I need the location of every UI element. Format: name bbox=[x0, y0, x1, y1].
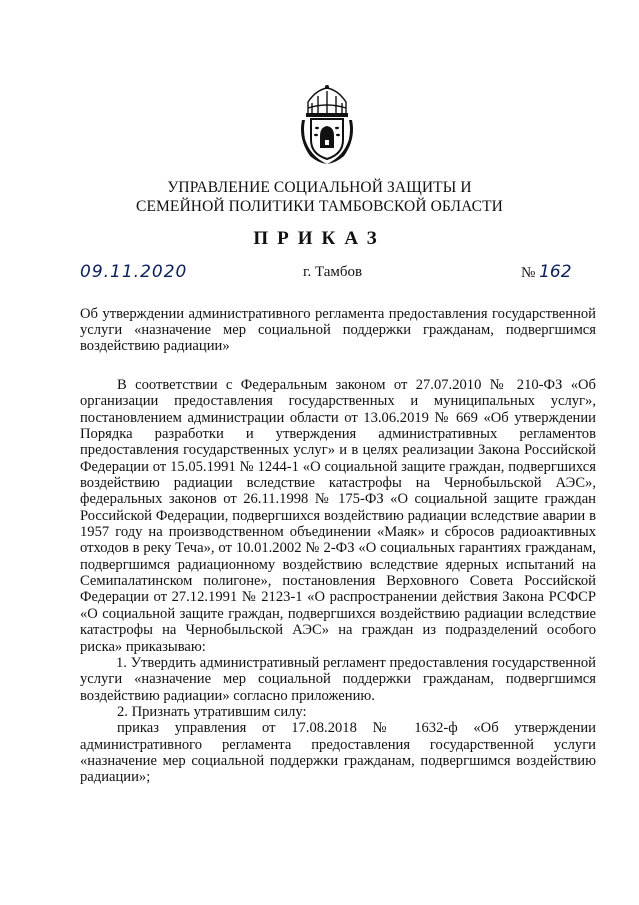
number-label: № bbox=[521, 265, 536, 281]
document-type-title: ПРИКАЗ bbox=[253, 228, 386, 249]
document-city: г. Тамбов bbox=[303, 264, 363, 280]
preamble-paragraph: В соответствии с Федеральным законом от 27.07.2010 № 210-ФЗ «Об организации предоставления государственных и муниципальных услуг», постановлением администрации области от 13.06.2019 № 669 «Об утверждении Порядка разработки и утверждения административных регламентов предоставления государственных услуг» и в целях реализации Закона Российской Федерации от 15.05.1991 № 1244-1 «О социальной защите граждан, подвергшихся воздействию радиации вследствие катастрофы на Чернобыльской АЭС», федеральных законов от 26.11.1998 № 175-ФЗ «О социальной защите граждан Российской Федерации, подвергшихся воздействию радиации вследствие аварии в 1957 году на производственном объединении «Маяк» и сбросов радиоактивных отходов в реку Теча», от 10.01.2002 № 2-ФЗ «О социальных гарантиях гражданам, подвергшимся радиационному воздействию вследствие ядерных испытаний на Семипалатинском полигоне», постановления Верховного Совета Российской Федерации от 27.12.1991 № 2123-1 «О распространении действия Закона РСФСР «О социальной защите граждан, подвергшихся воздействию радиации вследствие катастрофы на Чернобыльской АЭС» на граждан из подразделений особого риска» приказываю: bbox=[80, 377, 596, 655]
document-meta-row bbox=[0, 262, 639, 284]
coat-of-arms-icon bbox=[296, 84, 358, 166]
repealed-order-paragraph: приказ управления от 17.08.2018 № 1632-ф «Об утверждении административного регламента предоставления государственной услуги «назначение мер социальной поддержки гражданам, подвергшимся воздействию радиации»; bbox=[80, 720, 596, 786]
organization-name bbox=[0, 178, 639, 216]
org-line-1: УПРАВЛЕНИЕ СОЦИАЛЬНОЙ ЗАЩИТЫ И bbox=[167, 179, 472, 196]
document-number bbox=[521, 262, 572, 282]
document-subject: Об утверждении административного регламента предоставления государственной услуги «назначение мер социальной поддержки гражданам, подвергшимся воздействию радиации» bbox=[80, 306, 596, 354]
number-value: 162 bbox=[539, 262, 572, 282]
document-body bbox=[80, 377, 596, 786]
org-line-2: СЕМЕЙНОЙ ПОЛИТИКИ ТАМБОВСКОЙ ОБЛАСТИ bbox=[136, 198, 503, 215]
clause-1-paragraph: 1. Утвердить административный регламент предоставления государственной услуги «назначение мер социальной поддержки гражданам, подвергшимся воздействию радиации» согласно приложению. bbox=[80, 654, 596, 704]
document-date: 09.11.2020 bbox=[80, 262, 188, 282]
clause-2-paragraph: 2. Признать утратившим силу: bbox=[117, 703, 307, 720]
